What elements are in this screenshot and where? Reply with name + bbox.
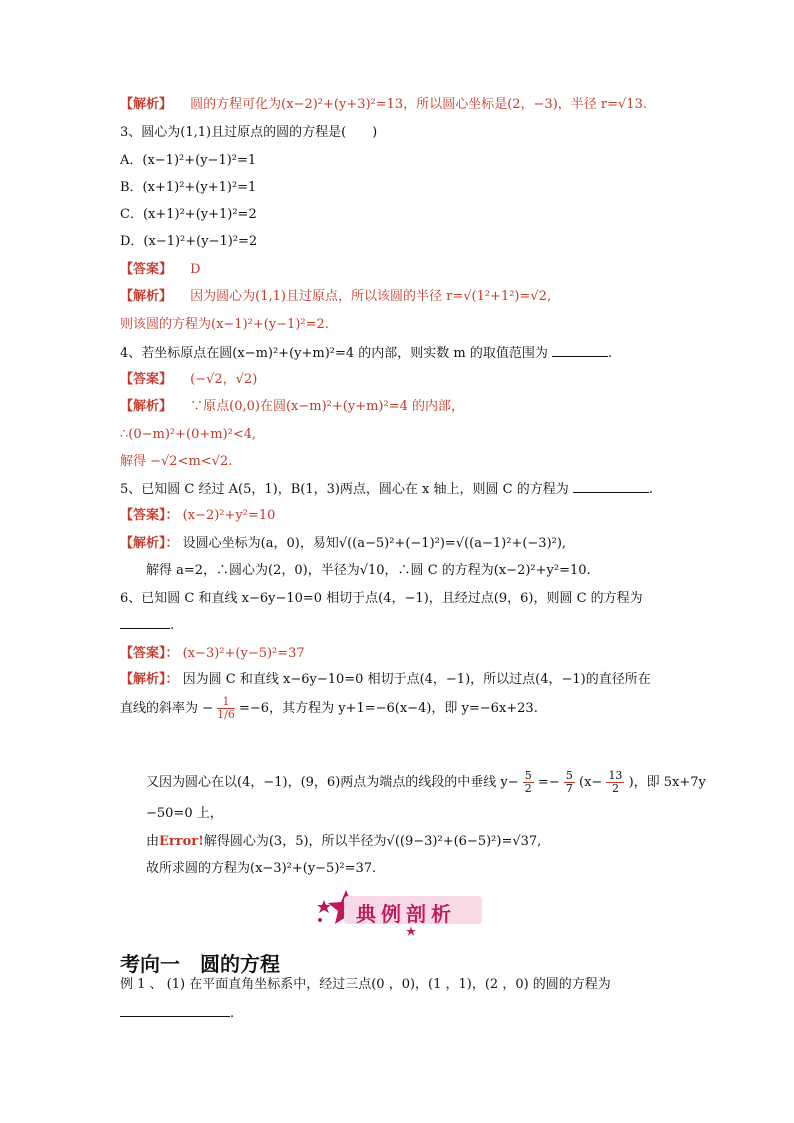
q6-fraction-3 xyxy=(606,770,624,795)
answer-tag: 【答案】： xyxy=(120,508,179,523)
analysis-tag: 【解析】 xyxy=(120,289,173,304)
fraction-numerator: 5 xyxy=(524,769,532,782)
answer-tag: 【答案】 xyxy=(120,262,173,277)
q6-fraction-1 xyxy=(523,770,534,795)
q6-analysis-5b: 解得圆心为(3，5)，所以半径为√((9−3)²+(6−5)²)=√37, xyxy=(203,834,542,849)
q6-analysis-3 xyxy=(146,770,706,795)
q4-stem-line: 4、若坐标原点在圆(x−m)²+(y+m)²=4 的内部，则实数 m 的取值范围为 . xyxy=(120,346,613,361)
q6-analysis-5a: 由 xyxy=(146,834,160,849)
fraction-denominator: 1/6 xyxy=(217,708,235,721)
analysis-tag: 【解析】： xyxy=(120,672,179,687)
section-heading: 考向一 圆的方程 xyxy=(120,952,280,976)
example-1-blank xyxy=(120,1004,230,1017)
q4-analysis-line xyxy=(120,398,464,416)
q6-stem: 6、已知圆 C 和直线 x−6y−10=0 相切于点(4，−1)，且经过点(9，6)，则圆 C 的方程为 xyxy=(120,591,643,606)
q5-analysis-line xyxy=(120,535,566,553)
q6-slope-fraction xyxy=(217,696,235,721)
q6-analysis-2 xyxy=(120,695,538,721)
fraction-denominator: 7 xyxy=(565,782,573,795)
q6-answer: (x−3)²+(y−5)²=37 xyxy=(182,646,305,661)
q3-option-b: B．(x+1)²+(y+1)²=1 xyxy=(120,180,257,195)
fraction-numerator: 13 xyxy=(608,769,623,782)
q3-option-a: A．(x−1)²+(y−1)²=1 xyxy=(120,153,257,168)
analysis-tag: 【解析】 xyxy=(120,97,173,112)
q5-answer: (x−2)²+y²=10 xyxy=(182,508,276,523)
q3-option-d: D．(x−1)²+(y−1)²=2 xyxy=(120,234,258,249)
q5-analysis-2: 解得 a=2，∴圆心为(2，0)，半径为√10，∴圆 C 的方程为(x−2)²+y²=10. xyxy=(146,563,591,578)
q6-analysis-2b: =−6，其方程为 y+1=−6(x−4)，即 y=−6x+23. xyxy=(239,701,538,716)
q6-fraction-2 xyxy=(564,770,575,795)
q3-answer: D xyxy=(190,262,201,277)
q6-analysis-3d: )，即 5x+7y xyxy=(628,775,706,790)
fraction-denominator: 2 xyxy=(524,782,532,795)
q3-analysis-2: 则该圆的方程为(x−1)²+(y−1)²=2. xyxy=(120,317,329,332)
q4-blank xyxy=(552,344,608,357)
q6-analysis-line xyxy=(120,671,651,689)
prev-analysis-text: 圆的方程可化为(x−2)²+(y+3)²=13，所以圆心坐标是(2，−3)，半径 r=√13. xyxy=(190,97,647,112)
q6-answer-line xyxy=(120,645,305,663)
analysis-tag: 【解析】 xyxy=(120,399,173,414)
q4-answer: (−√2，√2) xyxy=(190,372,258,387)
q3-answer-line xyxy=(120,261,201,279)
q5-blank xyxy=(573,480,649,493)
q5-stem: 5、已知圆 C 经过 A(5，1)，B(1，3)两点，圆心在 x 轴上，则圆 C 的方程为 xyxy=(120,482,569,497)
example-1-stem: 例 1 、 (1) 在平面直角坐标系中，经过三点(0 ，0)，(1 ，1)，(2 ，0) 的圆的方程为 xyxy=(120,977,611,992)
q6-analysis-3b: =− xyxy=(537,775,560,790)
q6-analysis-3a: 又因为圆心在以(4，−1)，(9，6)两点为端点的线段的中垂线 y− xyxy=(146,775,519,790)
q4-stem: 4、若坐标原点在圆(x−m)²+(y+m)²=4 的内部，则实数 m 的取值范围为 xyxy=(120,346,548,361)
q5-answer-line xyxy=(120,507,275,525)
q6-analysis-2a: 直线的斜率为 − xyxy=(120,701,214,716)
answer-tag: 【答案】 xyxy=(120,372,173,387)
q4-analysis-3: 解得 −√2<m<√2. xyxy=(120,454,233,469)
q3-stem: 3、圆心为(1,1)且过原点的圆的方程是( ) xyxy=(120,125,378,140)
q6-analysis-1: 因为圆 C 和直线 x−6y−10=0 相切于点(4，−1)，所以过点(4，−1)的直径所在 xyxy=(182,672,651,687)
q6-analysis-4: −50=0 上， xyxy=(146,806,223,821)
q3-analysis-1: 因为圆心为(1,1)且过原点，所以该圆的半径 r=√(1²+1²)=√2, xyxy=(190,289,552,304)
q6-analysis-5 xyxy=(146,833,541,851)
error-marker: Error! xyxy=(159,834,204,849)
q4-analysis-1: ∵原点(0,0)在圆(x−m)²+(y+m)²=4 的内部， xyxy=(190,399,464,414)
example-1-blank-line: . xyxy=(120,1004,234,1023)
q6-blank xyxy=(120,616,170,629)
q6-blank-line: . xyxy=(120,616,174,635)
answer-tag: 【答案】： xyxy=(120,646,179,661)
q5-stem-line: 5、已知圆 C 经过 A(5，1)，B(1，3)两点，圆心在 x 轴上，则圆 C 的方程为 . xyxy=(120,482,654,497)
q6-analysis-3c: (x− xyxy=(579,775,603,790)
analysis-tag: 【解析】： xyxy=(120,536,179,551)
q5-analysis-1: 设圆心坐标为(a，0)，易知√((a−5)²+(−1)²)=√((a−1)²+(−3)²), xyxy=(182,536,567,551)
section-banner xyxy=(312,888,484,928)
q4-answer-line xyxy=(120,371,257,389)
fraction-denominator: 2 xyxy=(611,782,619,795)
q4-analysis-2: ∴(0−m)²+(0+m)²<4, xyxy=(120,427,257,442)
fraction-numerator: 1 xyxy=(217,696,235,709)
q3-option-c: C．(x+1)²+(y+1)²=2 xyxy=(120,207,257,222)
q6-analysis-6: 故所求圆的方程为(x−3)²+(y−5)²=37. xyxy=(146,861,377,876)
small-star-icon xyxy=(406,926,416,936)
q3-analysis-line xyxy=(120,288,551,306)
fraction-numerator: 5 xyxy=(565,769,573,782)
prev-analysis-line xyxy=(120,96,647,114)
banner-title: 典例剖析 xyxy=(356,902,456,926)
